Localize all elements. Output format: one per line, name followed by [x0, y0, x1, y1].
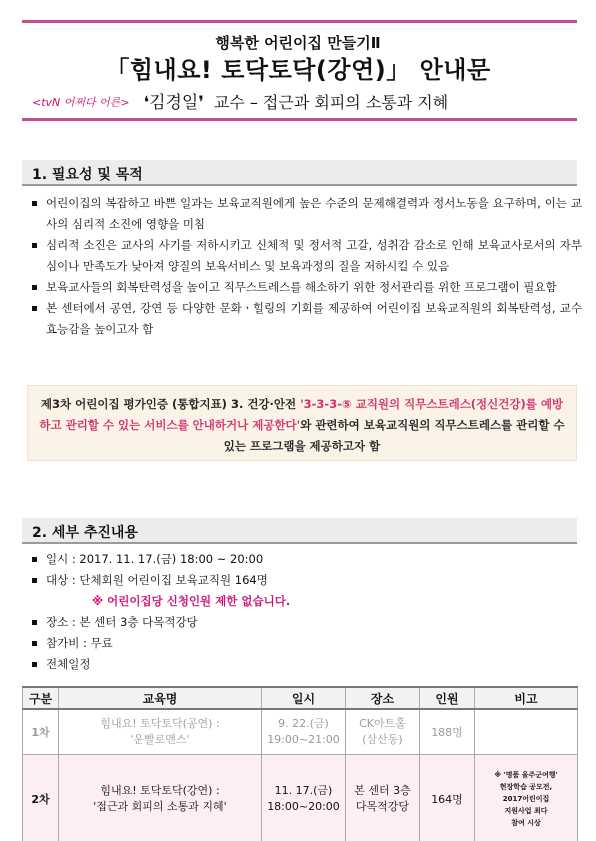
- square-bullet-icon: [32, 578, 37, 583]
- top-rule: [22, 20, 577, 23]
- details-list: [32, 549, 572, 675]
- list-item-text: 보육교사들의 회복탄력성을 높이고 직무스트레스를 해소하기 위한 정서관리를 위한 프로그램이 필요함: [46, 280, 557, 294]
- cell-datetime: 11. 17.(금) 18:00~20:00: [262, 754, 346, 841]
- cell-count: 164명: [420, 754, 475, 841]
- cell-round: 2차: [23, 754, 59, 841]
- detail-notice: ※ 어린이집당 신청인원 제한 없습니다.: [92, 594, 291, 608]
- page-title: 「힘내요! 토닥토닥(강연)」 안내문: [105, 56, 491, 84]
- highlight-text-2: '3-3-3-⑤ 교직원의 직무스트레스(정신건강)를 예방하고 관리할 수 있는 서비스를 안내하거나 제공한다': [39, 397, 564, 432]
- section-heading-text: 1. 필요성 및 목적: [32, 167, 143, 183]
- schedule-table: [22, 686, 578, 841]
- header-place: 장소: [346, 687, 420, 709]
- detail-fee: 참가비 : 무료: [32, 633, 572, 654]
- purpose-list: [32, 193, 582, 340]
- page-subtitle: 행복한 어린이집 만들기Ⅱ: [215, 34, 381, 52]
- cell-round: 1차: [23, 709, 59, 754]
- square-bullet-icon: [32, 557, 37, 562]
- speaker-line: [32, 88, 572, 113]
- section-heading-text: 2. 세부 추진내용: [32, 525, 138, 541]
- table-header-row: [23, 687, 578, 709]
- cell-title: 힘내요! 토닥토닥(강연) : '접근과 회피의 소통과 지혜': [59, 754, 262, 841]
- header-count: 인원: [420, 687, 475, 709]
- list-item: [32, 235, 582, 277]
- square-bullet-icon: [32, 201, 37, 206]
- detail-place: 장소 : 본 센터 3층 다목적강당: [32, 612, 572, 633]
- section-heading-details: [22, 518, 577, 544]
- list-item: [32, 298, 582, 340]
- highlight-text-1: 제3차 어린이집 평가인증 (통합지표) 3. 건강·안전: [40, 397, 301, 411]
- table-row: [23, 754, 578, 841]
- list-item-text: 심리적 소진은 교사의 사기를 저하시키고 신체적 및 정서적 고갈, 성취감 감소로 인해 보육교사로서의 자부심이나 만족도가 낮아져 양질의 보육서비스 및 보육과정의 질을 저하시킬 수 있음: [46, 238, 582, 273]
- header-note: 비고: [475, 687, 578, 709]
- square-bullet-icon: [32, 620, 37, 625]
- cell-note: [475, 709, 578, 754]
- highlight-text-3: 와 관련하여 보육교직원의 직무스트레스를 관리할 수 있는 프로그램을 제공하고자 함: [223, 418, 565, 453]
- list-item: [32, 193, 582, 235]
- cell-place: CK아트홀 (삼산동): [346, 709, 420, 754]
- section-heading-purpose: [22, 160, 577, 186]
- header-title: 교육명: [59, 687, 262, 709]
- square-bullet-icon: [32, 662, 37, 667]
- speaker-name: ❛김경일❜: [143, 93, 204, 113]
- list-item-text: 어린이집의 복잡하고 바쁜 일과는 보육교직원에게 높은 수준의 문제해결력과 정서노동을 요구하며, 이는 교사의 심리적 소진에 영향을 미침: [46, 196, 582, 231]
- square-bullet-icon: [32, 641, 37, 646]
- detail-target: 대상 : 단체회원 어린이집 보육교직원 164명: [32, 570, 572, 591]
- header-round: 구분: [23, 687, 59, 709]
- square-bullet-icon: [32, 243, 37, 248]
- lecture-description: 교수 – 접근과 회피의 소통과 지혜: [213, 93, 449, 112]
- detail-schedule-label: 전체일정: [32, 654, 572, 675]
- cell-note: ※ '명품 울주군여행' 현장학습 공모전, 2017어린이집 지원사업 최다 참여 시상: [475, 754, 578, 841]
- program-name: <tvN 어쩌다 어른>: [32, 96, 130, 109]
- cell-place: 본 센터 3층 다목적강당: [346, 754, 420, 841]
- cell-title: 힘내요! 토닥토닥(공연) : '운빨로맨스': [59, 709, 262, 754]
- table-row: [23, 709, 578, 754]
- header-bottom-rule: [22, 118, 577, 121]
- detail-datetime: 일시 : 2017. 11. 17.(금) 18:00 ~ 20:00: [32, 549, 572, 570]
- square-bullet-icon: [32, 285, 37, 290]
- square-bullet-icon: [32, 306, 37, 311]
- cell-count: 188명: [420, 709, 475, 754]
- accreditation-highlight-box: [27, 385, 577, 461]
- header-datetime: 일시: [262, 687, 346, 709]
- list-item: [32, 277, 582, 298]
- list-item-text: 본 센터에서 공연, 강연 등 다양한 문화ㆍ힐링의 기회를 제공하여 어린이집 보육교직원의 회복탄력성, 교수효능감을 높이고자 함: [46, 301, 582, 336]
- cell-datetime: 9. 22.(금) 19:00~21:00: [262, 709, 346, 754]
